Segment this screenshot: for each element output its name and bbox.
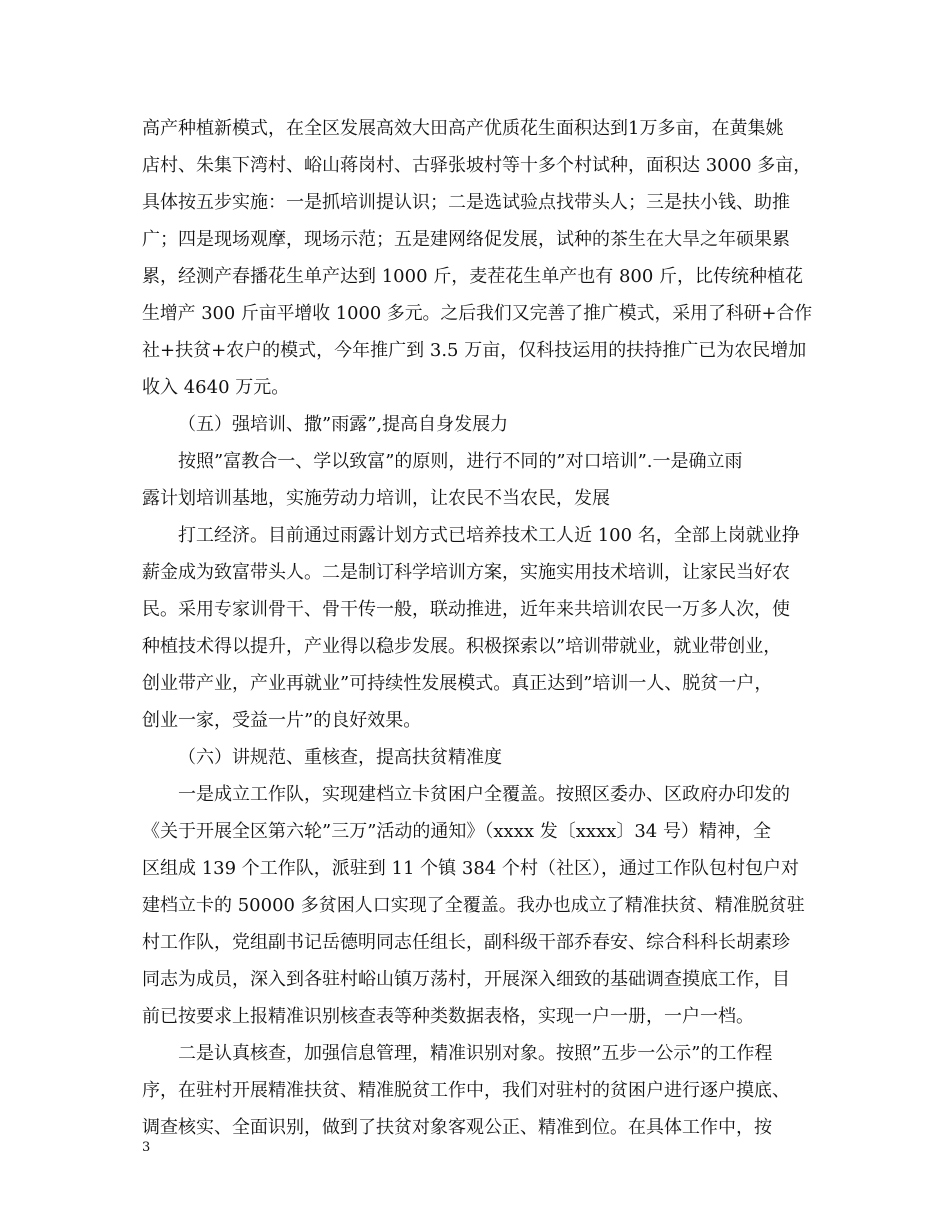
body-text-line: 薪金成为致富带头人。二是制订科学培训方案，实施实用技术培训，让家民当好农 [142,562,790,583]
body-text-line: 区组成 139 个工作队，派驻到 11 个镇 384 个村（社区），通过工作队包村包户对 [142,858,799,879]
body-text-line: 打工经济。目前通过雨露计划方式已培养技术工人近 100 名，全部上岗就业挣 [178,525,800,546]
body-text-line: 创业带产业，产业再就业”可持续性发展模式。真正达到”培训一人、脱贫一户， [142,673,773,694]
body-text-line: 累，经测产春播花生单产达到 1000 斤，麦茬花生单产也有 800 斤，比传统种植花 [142,266,804,287]
page-number: 3 [142,1140,151,1155]
body-text-line: 具体按五步实施：一是抓培训提认识；二是选试验点找带头人；三是扶小钱、助推 [142,192,790,213]
body-text-line: 生增产 300 斤亩平增收 1000 多元。之后我们又完善了推广模式，采用了科研+合作 [142,303,813,324]
body-text-line: 社+扶贫+农户的模式，今年推广到 3.5 万亩，仅科技运用的扶持推广已为农民增加 [142,340,807,361]
body-text-line: 收入 4640 万元。 [142,377,290,398]
body-text-line: 民。采用专家训骨干、骨干传一般，联动推进，近年来共培训农民一万多人次，使 [142,599,790,620]
body-text-line: 村工作队，党组副书记岳德明同志任组长，副科级干部乔春安、综合科科长胡素珍 [142,932,790,953]
section-heading: （六）讲规范、重核查，提高扶贫精准度 [178,747,502,768]
body-text-line: 调查核实、全面识别，做到了扶贫对象客观公正、精准到位。在具体工作中，按 [142,1117,772,1138]
body-text-line: 一是成立工作队，实现建档立卡贫困户全覆盖。按照区委办、区政府办印发的 [178,784,790,805]
body-text-line: 创业一家，受益一片”的良好效果。 [142,710,422,731]
body-text-line: 露计划培训基地，实施劳动力培训，让农民不当农民，发展 [142,488,610,509]
body-text-line: 种植技术得以提升，产业得以稳步发展。积极探索以”培训带就业，就业带创业， [142,636,782,657]
body-text-line: 高产种植新模式，在全区发展高效大田高产优质花生面积达到1万多亩，在黄集姚 [142,118,784,139]
body-text-line: 建档立卡的 50000 多贫困人口实现了全覆盖。我办也成立了精准扶贫、精准脱贫驻 [142,895,805,916]
body-text-line: 店村、朱集下湾村、峪山蒋岗村、古驿张坡村等十多个村试种，面积达 3000 多亩， [142,155,812,176]
body-text-line: 二是认真核查，加强信息管理，精准识别对象。按照”五步一公示”的工作程 [178,1043,773,1064]
body-text-line: 广；四是现场观摩，现场示范；五是建网络促发展，试种的茶生在大旱之年硕果累 [142,229,790,250]
body-text-line: 同志为成员，深入到各驻村峪山镇万荡村，开展深入细致的基础调查摸底工作，目 [142,969,790,990]
body-text-line: 按照”富教合一、学以致富”的原则，进行不同的”对口培训”.一是确立雨 [178,451,743,472]
body-text-line: 《关于开展全区第六轮”三万”活动的通知》（xxxx 发〔xxxx〕34 号）精神，全 [142,821,771,842]
section-heading: （五）强培训、撒”雨露”,提高自身发展力 [178,414,509,435]
body-text-line: 前已按要求上报精准识别核查表等种类数据表格，实现一户一册，一户一档。 [142,1006,754,1027]
body-text-line: 序，在驻村开展精准扶贫、精准脱贫工作中，我们对驻村的贫困户进行逐户摸底、 [142,1080,790,1101]
